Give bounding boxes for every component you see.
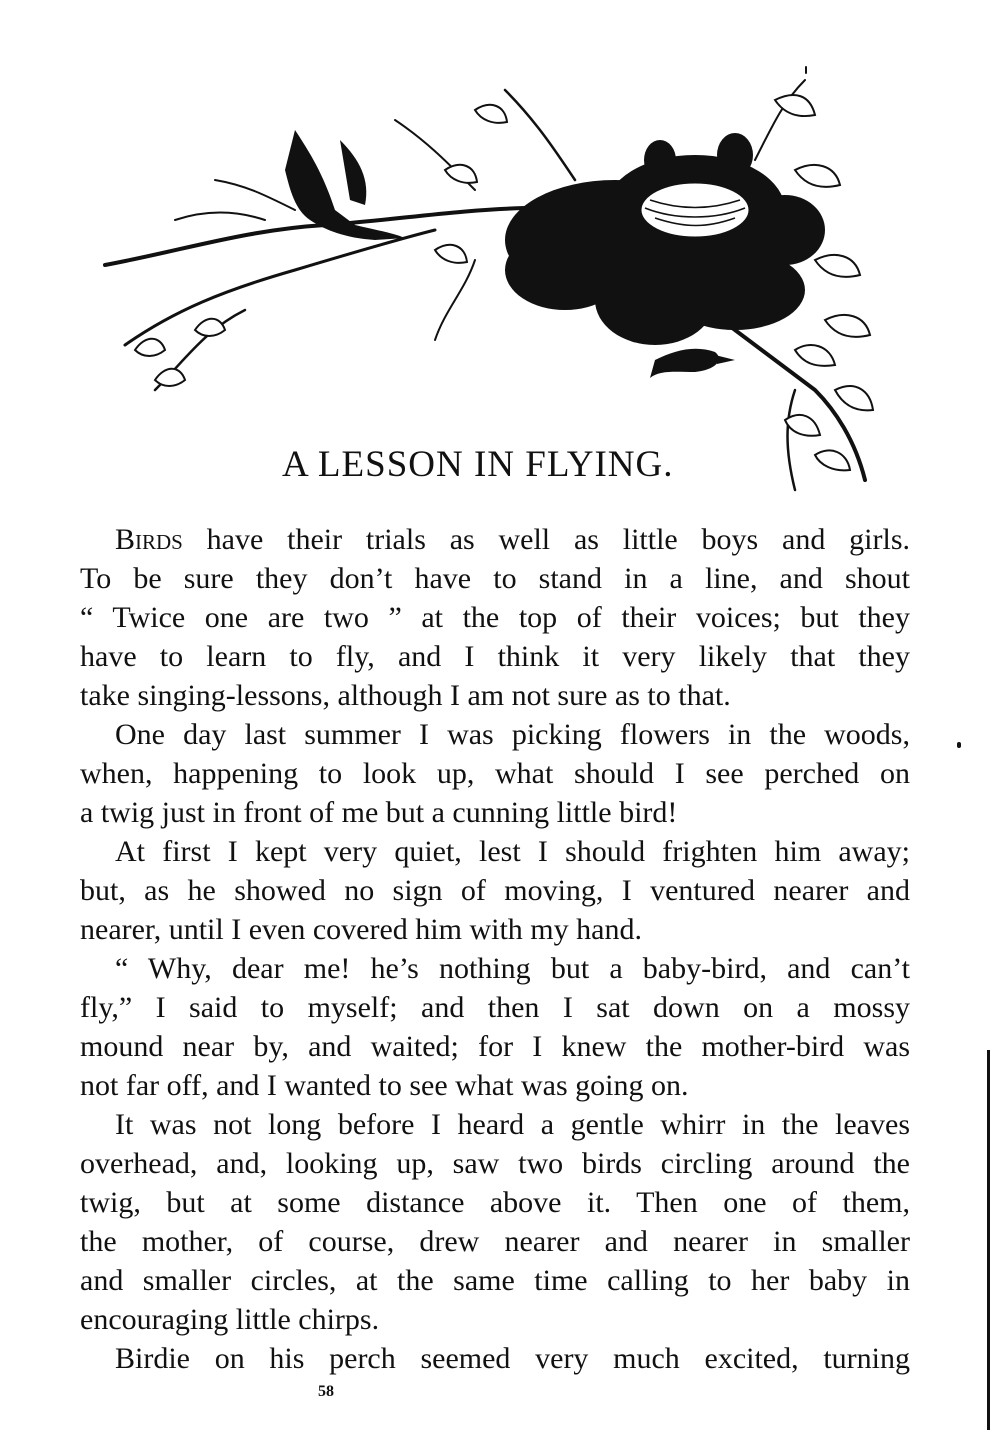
text-line: mound near by, and waited; for I knew the mother-bird was bbox=[80, 1030, 910, 1063]
text-line: Birds have their trials as well as little boys and girls. bbox=[115, 523, 910, 556]
story-title: A LESSON IN FLYING. bbox=[282, 444, 674, 485]
ink-speck bbox=[957, 742, 961, 748]
text-line: It was not long before I heard a gentle whirr in the leaves bbox=[115, 1108, 910, 1141]
text-line: overhead, and, looking up, saw two birds circling around the bbox=[80, 1147, 910, 1180]
text-line: a twig just in front of me but a cunning little bird! bbox=[80, 796, 678, 829]
text-line: have to learn to fly, and I think it very likely that they bbox=[80, 640, 910, 673]
opening-word: Birds bbox=[115, 523, 183, 556]
text-line: fly,” I said to myself; and then I sat down on a mossy bbox=[80, 991, 910, 1024]
paragraph bbox=[80, 1105, 910, 1339]
text-line: twig, but at some distance above it. Then one of them, bbox=[80, 1186, 910, 1219]
paragraph bbox=[80, 520, 910, 715]
text-line: At first I kept very quiet, lest I should frighten him away; bbox=[115, 835, 910, 868]
text-line: but, as he showed no sign of moving, I ventured nearer and bbox=[80, 874, 910, 907]
text-line: when, happening to look up, what should I see perched on bbox=[80, 757, 910, 790]
text-line: “ Why, dear me! he’s nothing but a baby-bird, and can’t bbox=[115, 952, 910, 985]
paragraph bbox=[80, 832, 910, 949]
text-line: One day last summer I was picking flowers in the woods, bbox=[115, 718, 910, 751]
paragraph bbox=[80, 1339, 910, 1378]
text-line: the mother, of course, drew nearer and nearer in smaller bbox=[80, 1225, 910, 1258]
scan-edge-line bbox=[987, 1050, 990, 1430]
text-line: take singing-lessons, although I am not sure as to that. bbox=[80, 679, 731, 712]
text-line: and smaller circles, at the same time calling to her baby in bbox=[80, 1264, 910, 1297]
paragraph bbox=[80, 715, 910, 832]
story-body bbox=[80, 520, 910, 1378]
paragraph bbox=[80, 949, 910, 1105]
text-line: nearer, until I even covered him with my hand. bbox=[80, 913, 642, 946]
page-number: 58 bbox=[318, 1383, 334, 1400]
text-line: “ Twice one are two ” at the top of their voices; but they bbox=[80, 601, 910, 634]
text-line: Birdie on his perch seemed very much excited, turning bbox=[115, 1342, 910, 1375]
text-line: not far off, and I wanted to see what was going on. bbox=[80, 1069, 689, 1102]
text-line: encouraging little chirps. bbox=[80, 1303, 380, 1336]
ink-speck bbox=[805, 66, 807, 74]
text-line: To be sure they don’t have to stand in a line, and shout bbox=[80, 562, 910, 595]
